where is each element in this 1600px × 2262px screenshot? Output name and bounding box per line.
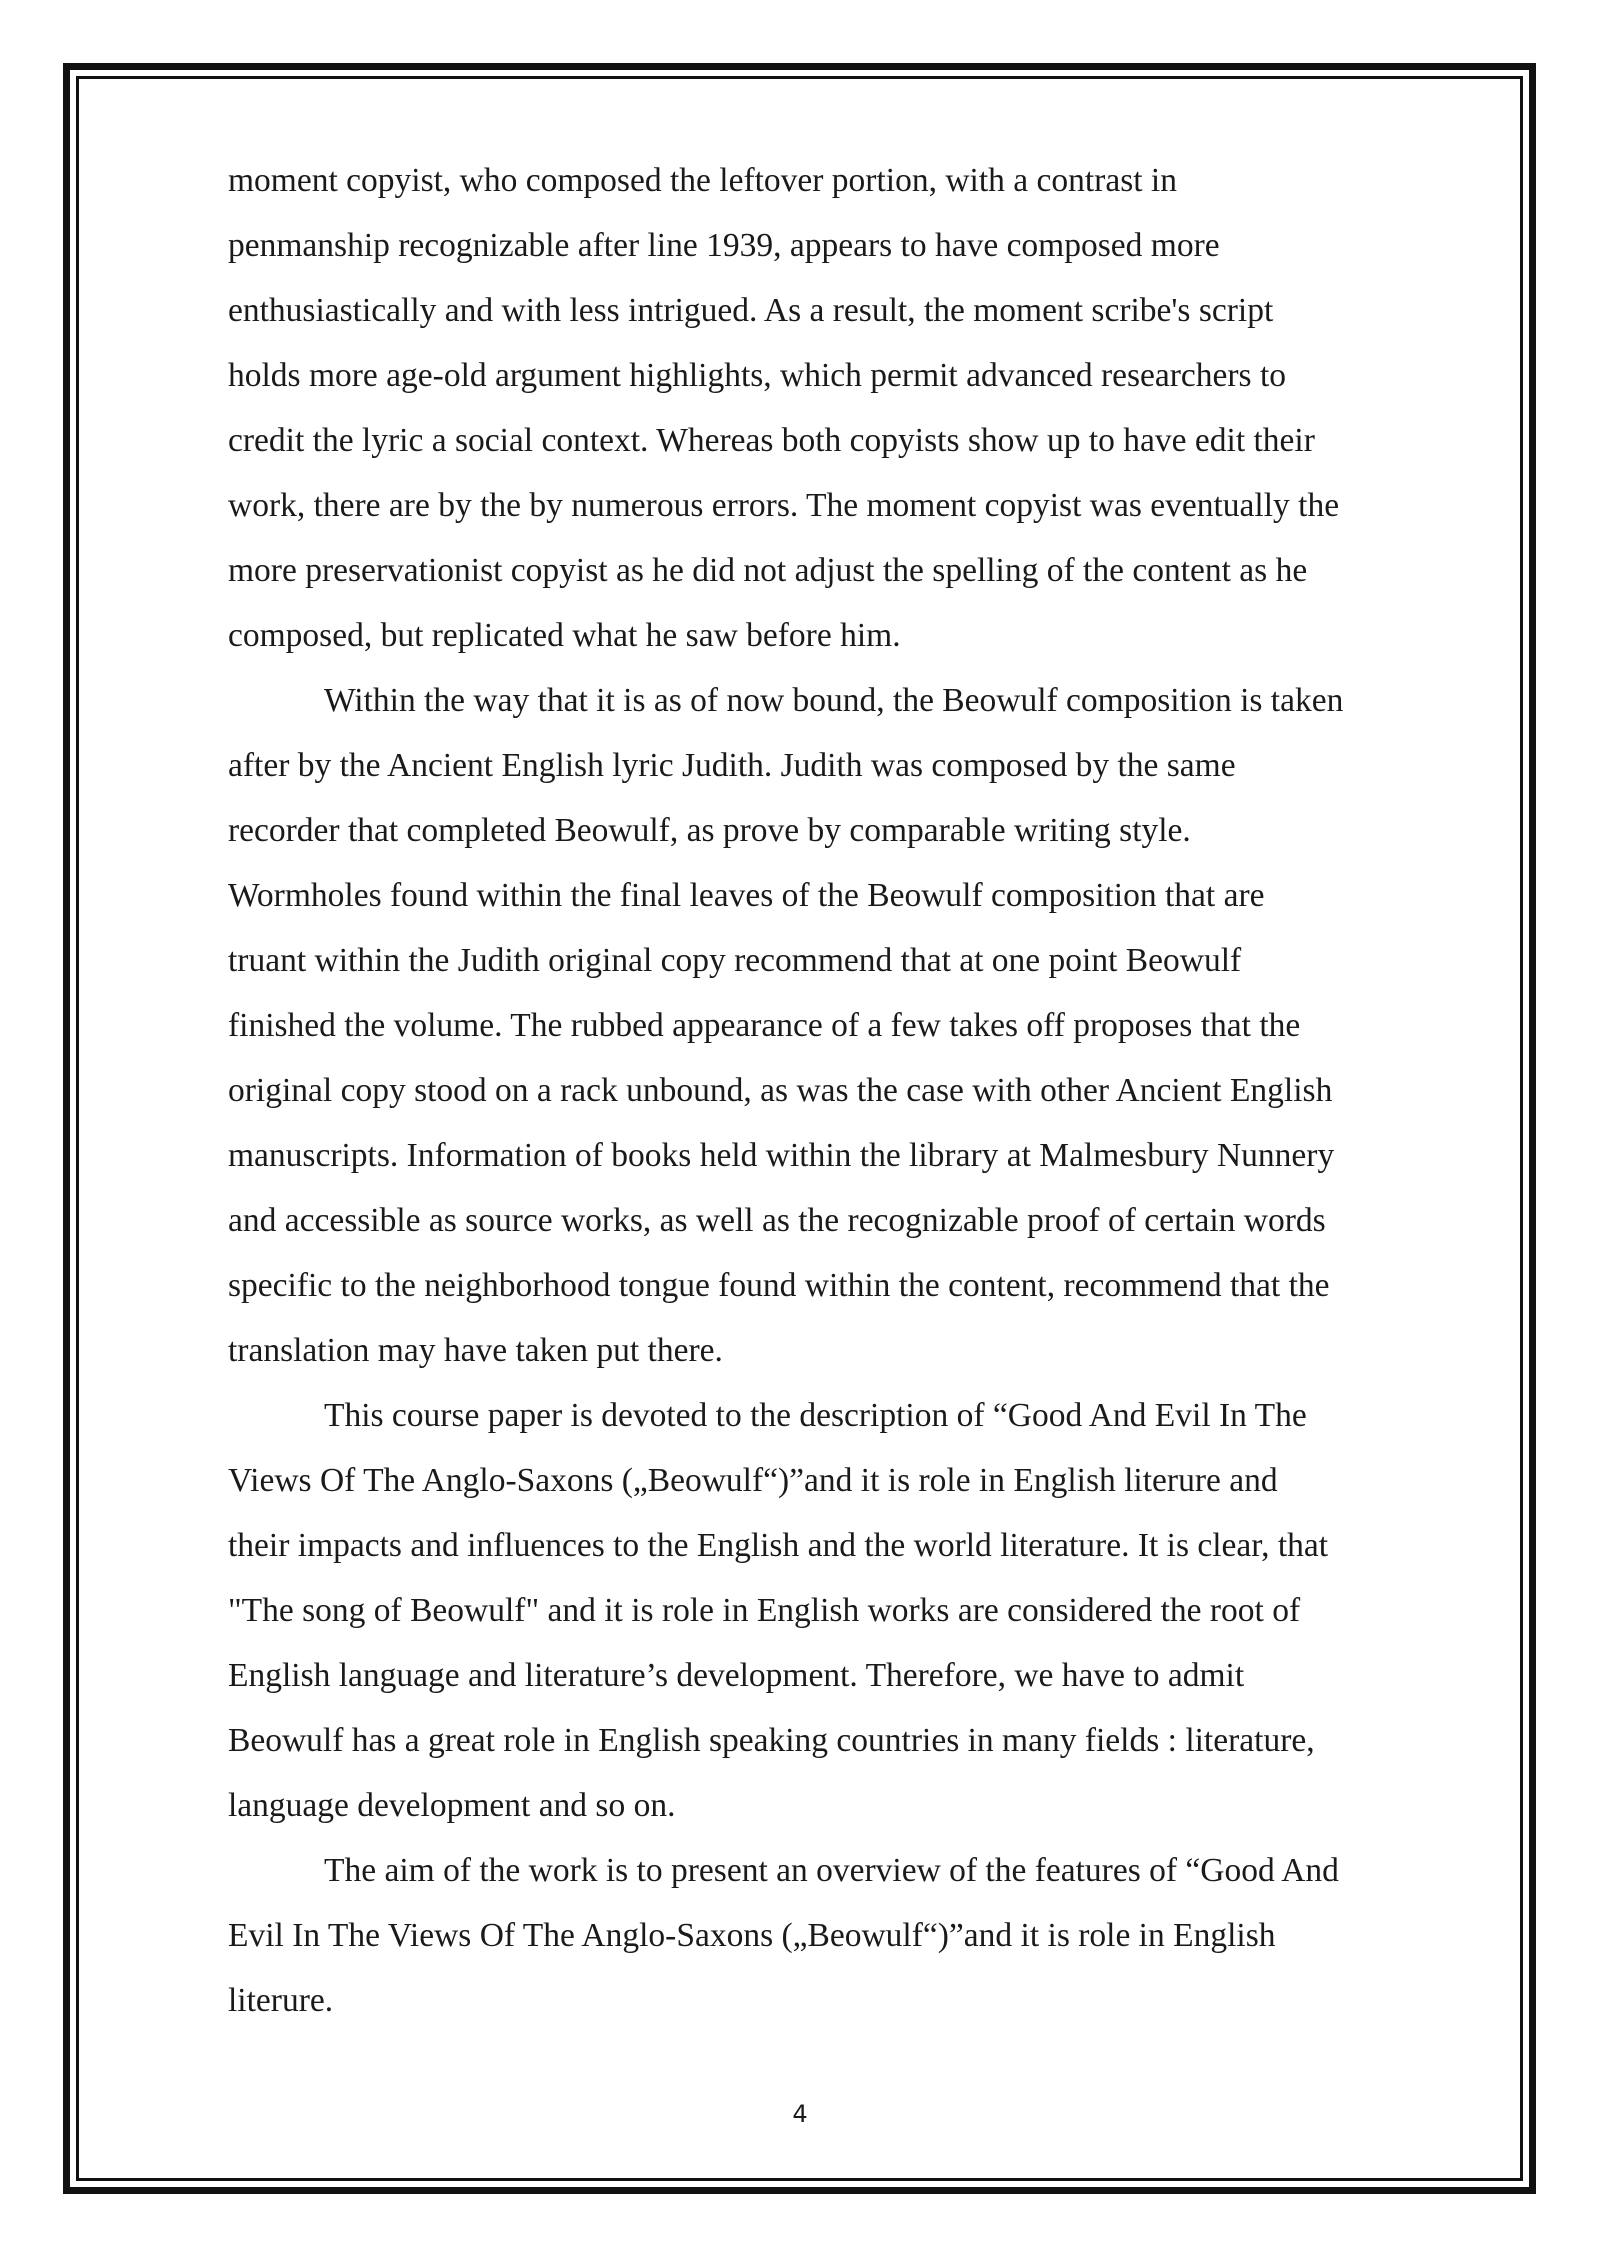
paragraph-3: [228, 1383, 1488, 1838]
text-line-first: The aim of the work is to present an overview of the features of “Good And: [324, 1852, 1339, 1889]
text-line: original copy stood on a rack unbound, as was the case with other Ancient English: [228, 1072, 1333, 1109]
text-line: Beowulf has a great role in English speaking countries in many fields : literature,: [228, 1722, 1315, 1759]
text-line: truant within the Judith original copy recommend that at one point Beowulf: [228, 942, 1242, 979]
text-line: language development and so on.: [228, 1787, 676, 1824]
text-line: Views Of The Anglo-Saxons („Beowulf“)”and it is role in English literure and: [228, 1462, 1278, 1499]
text-line: more preservationist copyist as he did not adjust the spelling of the content as he: [228, 552, 1308, 589]
text-line: "The song of Beowulf" and it is role in English works are considered the root of: [228, 1592, 1301, 1629]
text-line: moment copyist, who composed the leftover portion, with a contrast in: [228, 162, 1177, 199]
text-line: translation may have taken put there.: [228, 1332, 723, 1369]
text-line: holds more age-old argument highlights, which permit advanced researchers to: [228, 357, 1287, 394]
page-number: 4: [792, 2100, 808, 2128]
text-line: work, there are by the by numerous errors. The moment copyist was eventually the: [228, 487, 1340, 524]
paragraph-1: [228, 148, 1488, 668]
text-line-first: This course paper is devoted to the description of “Good And Evil In The: [324, 1397, 1307, 1434]
text-line: recorder that completed Beowulf, as prove by comparable writing style.: [228, 812, 1191, 849]
text-line: credit the lyric a social context. Whereas both copyists show up to have edit their: [228, 422, 1315, 459]
text-line: enthusiastically and with less intrigued. As a result, the moment scribe's script: [228, 292, 1274, 329]
text-line: manuscripts. Information of books held within the library at Malmesbury Nunnery: [228, 1137, 1335, 1174]
text-line: after by the Ancient English lyric Judith. Judith was composed by the same: [228, 747, 1236, 784]
text-line: English language and literature’s development. Therefore, we have to admit: [228, 1657, 1245, 1694]
text-line: specific to the neighborhood tongue found within the content, recommend that the: [228, 1267, 1330, 1304]
paragraph-2: [228, 668, 1488, 1383]
text-line: Wormholes found within the final leaves of the Beowulf composition that are: [228, 877, 1265, 914]
body-text: [228, 148, 1488, 2033]
text-line: Evil In The Views Of The Anglo-Saxons („Beowulf“)”and it is role in English: [228, 1917, 1276, 1954]
text-line-first: Within the way that it is as of now bound, the Beowulf composition is taken: [324, 682, 1344, 719]
text-line: and accessible as source works, as well as the recognizable proof of certain words: [228, 1202, 1326, 1239]
text-line: finished the volume. The rubbed appearance of a few takes off proposes that the: [228, 1007, 1301, 1044]
text-line: literure.: [228, 1982, 334, 2019]
text-line: penmanship recognizable after line 1939, appears to have composed more: [228, 227, 1220, 264]
paragraph-4: [228, 1838, 1488, 2033]
text-line: their impacts and influences to the English and the world literature. It is clear, that: [228, 1527, 1329, 1564]
text-line: composed, but replicated what he saw before him.: [228, 617, 901, 654]
